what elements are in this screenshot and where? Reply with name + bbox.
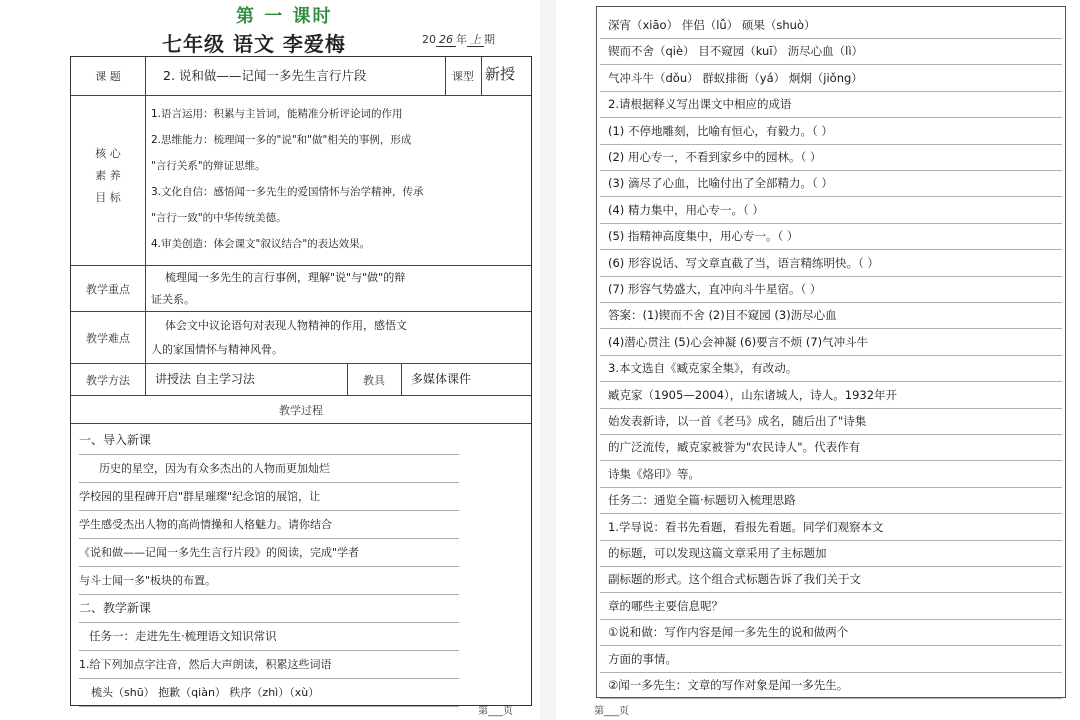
lesson-plan-form (70, 56, 532, 706)
right-line-red: (4)潜心贯注 (5)心会神凝 (6)要言不烦 (7)气冲斗牛 (608, 334, 869, 349)
right-line: (2) 用心专一，不看到家乡中的园林。（ ） (608, 150, 822, 164)
right-line: (6) 形容说话、写文章直截了当，语言精练明快。（ ） (608, 255, 879, 270)
methods-value: 讲授法 自主学习法 (155, 372, 255, 386)
right-line: 气冲斗牛（dǒu） 群蚁排衙（yá） 炯炯（jiǒng） (608, 70, 863, 85)
process-line-task: 任务一：走进先生·梳理语文知识常识 (79, 623, 459, 651)
process-line: 一、导入新课 (79, 427, 459, 455)
process-line: 学生感受杰出人物的高尚情操和人格魅力。请你结合 (79, 511, 459, 539)
right-line: 3.本文选自《臧克家全集》，有改动。 (608, 361, 798, 376)
term-field (422, 31, 495, 47)
right-line: (3) 滴尽了心血，比喻付出了全部精力。（ ） (608, 176, 833, 191)
left-page-footer: 第___页 (478, 706, 513, 717)
tools-label: 教具 (363, 374, 385, 387)
right-page (556, 0, 1080, 720)
process-line: 与斗士闻一多"板块的布置。 (79, 567, 459, 595)
right-line: 1.学导说：看书先看题，看报先看题。同学们观察本文 (608, 519, 884, 534)
right-line: 臧克家（1905—2004），山东诸城人，诗人。1932年开 (608, 387, 898, 402)
topic-value: 2. 说和做——记闻一多先生言行片段 (163, 68, 367, 83)
process-label: 教学过程 (279, 404, 323, 417)
tools-value: 多媒体课件 (411, 372, 472, 386)
term-half: 上 (467, 33, 484, 47)
page-spine (540, 0, 556, 720)
right-line: 始发表新诗，以一首《老马》成名，随后出了"诗集 (608, 414, 867, 428)
ruled-line (600, 460, 1062, 461)
ruled-line (600, 381, 1062, 382)
term-suffix: 期 (484, 33, 495, 46)
ruled-line (600, 196, 1062, 197)
process-line: 二、教学新课 (79, 595, 459, 623)
goals-label: 核 心 素 养 目 标 (95, 147, 121, 204)
process-line: 学校园的里程碑开启"群星璀璨"纪念馆的展馆，让 (79, 483, 459, 511)
ruled-line (600, 487, 1062, 488)
ruled-line (600, 619, 1062, 620)
right-line: (1) 不停地雕刻，比喻有恒心，有毅力。（ ） (608, 123, 833, 138)
process-line: 1.给下列加点字注音，然后大声朗读，积累这些词语 (79, 651, 459, 679)
ruled-line (600, 328, 1062, 329)
ruled-line (600, 408, 1062, 409)
difficulties-line: 人的家国情怀与精神风骨。 (151, 343, 283, 356)
process-line: 梳头（shū） 抱歉（qiàn） 秩序（zhì）（xù） (79, 679, 459, 707)
ruled-line (600, 91, 1062, 92)
goal-line: "言行一致"的中华传统美德。 (151, 212, 287, 224)
ruled-line (600, 302, 1062, 303)
ruled-line (600, 170, 1062, 171)
right-line: 副标题的形式。这个组合式标题告诉了我们关于文 (608, 572, 861, 587)
right-line-red: 任务二：通览全篇·标题切入梳理思路 (608, 493, 796, 508)
ruled-line (600, 592, 1062, 593)
lesson-type-value: 新授 (485, 65, 516, 83)
right-line: 深宵（xiāo） 伴侣（lǚ） 硕果（shuò） (608, 18, 816, 32)
difficulties-label: 教学难点 (86, 332, 130, 345)
right-line: 方面的事情。 (608, 651, 677, 666)
right-page-footer: 第___页 (594, 706, 629, 717)
ruled-line (600, 434, 1062, 435)
right-line: 的标题，可以发现这篇文章采用了主标题加 (608, 546, 827, 560)
lesson-title: 第 一 课时 (236, 6, 333, 27)
right-line: 诗集《烙印》等。 (608, 466, 700, 481)
process-line: 《说和做——记闻一多先生言行片段》的阅读，完成"学者 (79, 539, 459, 567)
key-points-text (151, 267, 405, 311)
right-line: ①说和做：写作内容是闻一多先生的说和做两个 (608, 625, 849, 640)
right-line: 锲而不舍（qiè） 目不窥园（kuī） 沥尽心血（lì） (608, 44, 864, 59)
topic-label: 课 题 (95, 70, 121, 83)
ruled-line (600, 672, 1062, 673)
goal-line: 2.思维能力：梳理闻一多的"说"和"做"相关的事例，形成 (151, 134, 412, 146)
process-body (79, 427, 459, 707)
right-line: 章的哪些主要信息呢？ (608, 598, 723, 613)
ruled-line (600, 698, 1062, 699)
goal-line: 4.审美创造：体会课文"叙议结合"的表达效果。 (151, 238, 371, 250)
grade-subject-teacher: 七年级 语文 李爱梅 (162, 32, 346, 56)
difficulties-line: 体会文中议论语句对表现人物精神的作用，感悟文 (165, 319, 407, 332)
ruled-line (600, 355, 1062, 356)
ruled-line (600, 540, 1062, 541)
methods-label: 教学方法 (86, 374, 130, 387)
term-prefix: 20 (422, 33, 436, 46)
ruled-line (600, 117, 1062, 118)
ruled-line (600, 566, 1062, 567)
goal-line: 3.文化自信：感悟闻一多先生的爱国情怀与治学精神，传承 (151, 186, 424, 198)
right-line: 的广泛流传，臧克家被誉为"农民诗人"。代表作有 (608, 440, 861, 455)
lesson-type-label: 课型 (452, 70, 474, 83)
goal-line: "言行关系"的辩证思维。 (151, 160, 266, 172)
right-line-red: 答案：(1)锲而不舍 (2)目不窥园 (3)沥尽心血 (608, 308, 837, 323)
key-points-label: 教学重点 (86, 283, 130, 296)
ruled-line (600, 223, 1062, 224)
right-line: 2.请根据释义写出课文中相应的成语 (608, 97, 792, 112)
process-line: 历史的星空，因为有众多杰出的人物而更加灿烂 (79, 455, 459, 483)
ruled-line (600, 249, 1062, 250)
difficulties-text (151, 314, 407, 362)
ruled-line (600, 64, 1062, 65)
ruled-line (600, 144, 1062, 145)
ruled-line (600, 645, 1062, 646)
right-line: (5) 指精神高度集中，用心专一。（ ） (608, 229, 799, 244)
ruled-line (600, 276, 1062, 277)
goals-list (151, 101, 424, 257)
term-year: 26 (436, 33, 456, 47)
ruled-line (600, 513, 1062, 514)
ruled-line (600, 38, 1062, 39)
key-points-line: 梳理闻一多先生的言行事例，理解"说"与"做"的辩 (165, 271, 406, 284)
right-line: ②闻一多先生：文章的写作对象是闻一多先生。 (608, 678, 849, 692)
term-year-label: 年 (456, 33, 467, 46)
key-points-line: 证关系。 (151, 293, 195, 306)
goal-line: 1.语言运用：积累与主旨词，能精准分析评论词的作用 (151, 108, 403, 120)
right-line: (4) 精力集中，用心专一。（ ） (608, 202, 764, 217)
right-line: (7) 形容气势盛大，直冲向斗牛星宿。（ ） (608, 282, 822, 296)
